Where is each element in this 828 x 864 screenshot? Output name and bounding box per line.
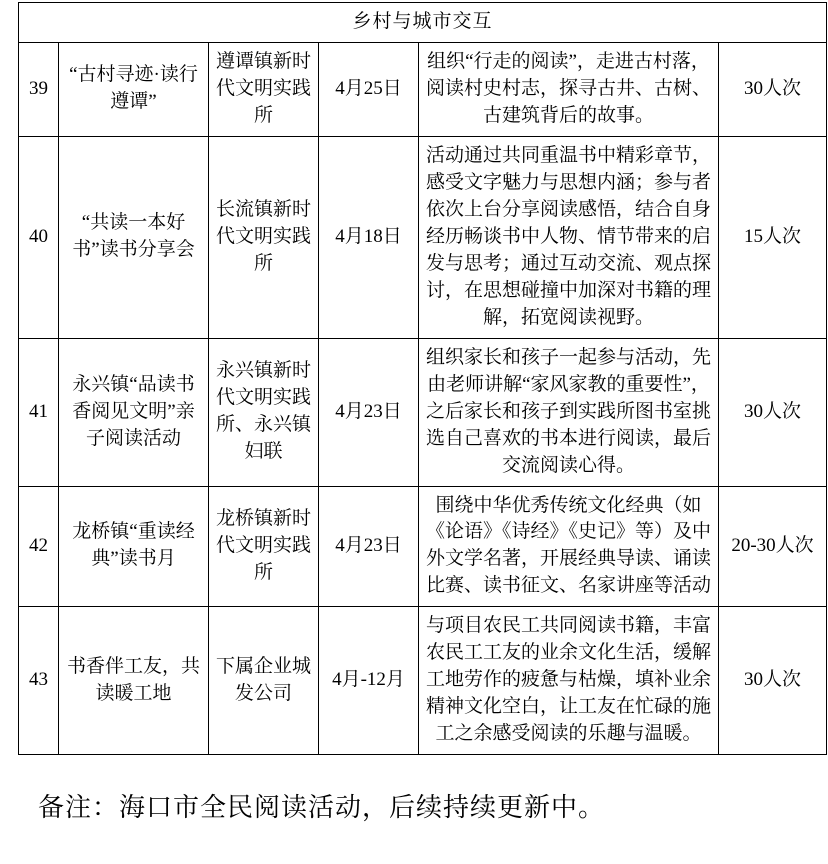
row-date: 4月25日: [319, 42, 419, 136]
row-organizer: 永兴镇新时代文明实践所、永兴镇妇联: [209, 338, 319, 486]
row-date: 4月18日: [319, 136, 419, 338]
row-description: 围绕中华优秀传统文化经典（如《论语》《诗经》《史记》等）及中外文学名著，开展经典导读、诵读比赛、读书征文、名家讲座等活动: [419, 486, 719, 607]
table-title: 乡村与城市交互: [19, 3, 827, 43]
table-row: [19, 607, 827, 755]
activity-table: [18, 2, 827, 755]
row-participants: 20-30人次: [719, 486, 827, 607]
row-description: 组织家长和孩子一起参与活动，先由老师讲解“家风家教的重要性”，之后家长和孩子到实践所图书室挑选自己喜欢的书本进行阅读，最后交流阅读心得。: [419, 338, 719, 486]
row-activity-name: 永兴镇“品读书香阅见文明”亲子阅读活动: [59, 338, 209, 486]
row-description: 组织“行走的阅读”，走进古村落，阅读村史村志，探寻古井、古树、古建筑背后的故事。: [419, 42, 719, 136]
row-participants: 30人次: [719, 42, 827, 136]
row-participants: 30人次: [719, 338, 827, 486]
row-index: 39: [19, 42, 59, 136]
row-description: 与项目农民工共同阅读书籍，丰富农民工工友的业余文化生活，缓解工地劳作的疲惫与枯燥，填补业余精神文化空白，让工友在忙碌的施工之余感受阅读的乐趣与温暖。: [419, 607, 719, 755]
row-date: 4月23日: [319, 338, 419, 486]
row-participants: 15人次: [719, 136, 827, 338]
row-activity-name: “共读一本好书”读书分享会: [59, 136, 209, 338]
row-activity-name: 龙桥镇“重读经典”读书月: [59, 486, 209, 607]
row-index: 41: [19, 338, 59, 486]
row-description: 活动通过共同重温书中精彩章节，感受文字魅力与思想内涵；参与者依次上台分享阅读感悟，结合自身经历畅谈书中人物、情节带来的启发与思考；通过互动交流、观点探讨，在思想碰撞中加深对书籍的理解，拓宽阅读视野。: [419, 136, 719, 338]
row-activity-name: “古村寻迹·读行遵谭”: [59, 42, 209, 136]
row-index: 40: [19, 136, 59, 338]
footer-note: 备注：海口市全民阅读活动，后续持续更新中。: [38, 792, 606, 822]
table-row: [19, 136, 827, 338]
row-activity-name: 书香伴工友，共读暖工地: [59, 607, 209, 755]
row-date: 4月23日: [319, 486, 419, 607]
row-organizer: 长流镇新时代文明实践所: [209, 136, 319, 338]
document-page: [0, 2, 828, 864]
table-title-row: [19, 3, 827, 43]
table-row: [19, 42, 827, 136]
row-organizer: 遵谭镇新时代文明实践所: [209, 42, 319, 136]
table-row: [19, 338, 827, 486]
table-row: [19, 486, 827, 607]
row-index: 43: [19, 607, 59, 755]
row-participants: 30人次: [719, 607, 827, 755]
row-date: 4月-12月: [319, 607, 419, 755]
row-index: 42: [19, 486, 59, 607]
row-organizer: 龙桥镇新时代文明实践所: [209, 486, 319, 607]
row-organizer: 下属企业城发公司: [209, 607, 319, 755]
